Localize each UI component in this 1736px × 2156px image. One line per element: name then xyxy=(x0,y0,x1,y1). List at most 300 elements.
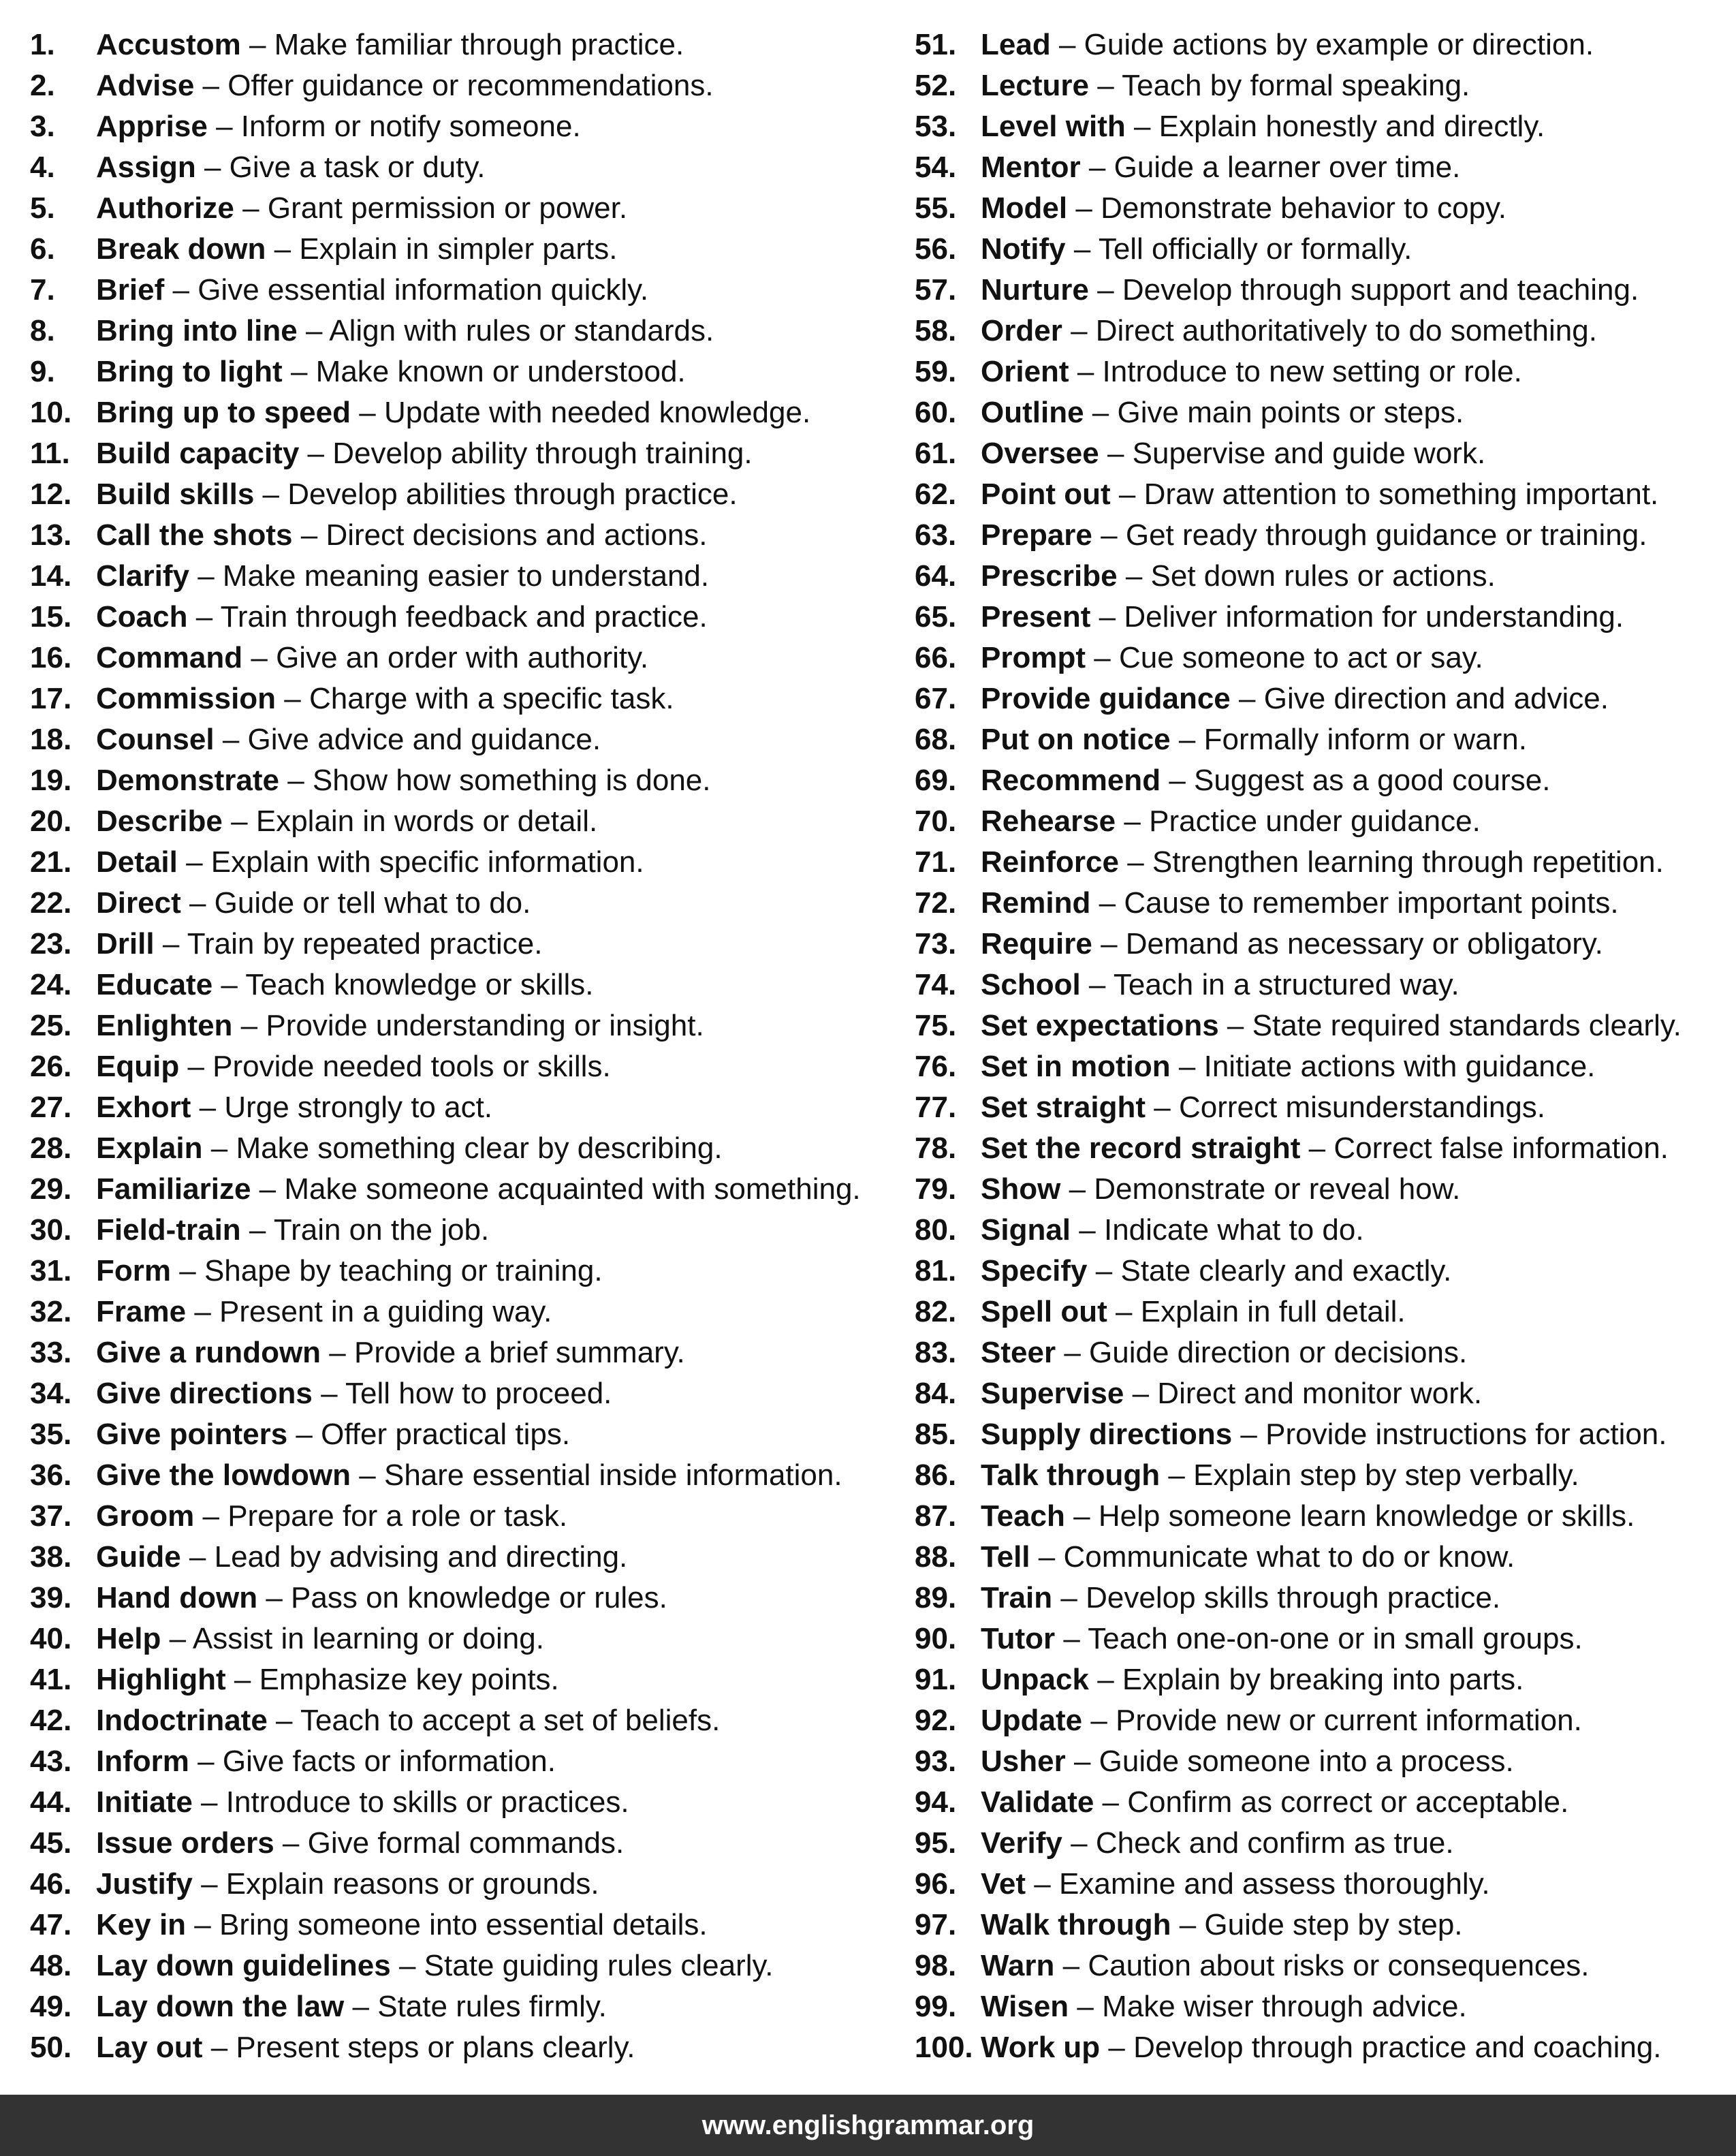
item-separator: – xyxy=(199,1091,217,1124)
item-separator: – xyxy=(321,1377,338,1410)
item-term: Enlighten xyxy=(96,1009,233,1042)
list-item xyxy=(30,924,861,965)
item-definition: Caution about risks or consequences. xyxy=(1088,1949,1590,1982)
list-item xyxy=(915,1741,1682,1782)
item-number: 38. xyxy=(30,1540,72,1574)
item-definition: Confirm as correct or acceptable. xyxy=(1127,1785,1569,1819)
item-term: Prescribe xyxy=(981,559,1118,593)
item-term: Vet xyxy=(981,1867,1026,1901)
item-separator: – xyxy=(1127,845,1144,879)
item-number: 31. xyxy=(30,1254,72,1287)
item-term: Reinforce xyxy=(981,845,1119,879)
item-separator: – xyxy=(266,1581,283,1614)
item-number: 28. xyxy=(30,1131,72,1165)
list-item xyxy=(30,270,861,311)
item-term: Orient xyxy=(981,355,1069,388)
list-item xyxy=(915,1251,1682,1292)
item-number: 65. xyxy=(915,600,957,634)
item-term: Familiarize xyxy=(96,1172,251,1206)
item-definition: Help someone learn knowledge or skills. xyxy=(1098,1499,1635,1533)
item-term: Help xyxy=(96,1622,161,1655)
list-item xyxy=(915,597,1682,638)
item-number: 72. xyxy=(915,886,957,920)
item-term: Tutor xyxy=(981,1622,1056,1655)
item-definition: Emphasize key points. xyxy=(259,1663,559,1696)
list-item xyxy=(30,474,861,515)
list-item xyxy=(30,1905,861,1946)
item-separator: – xyxy=(1169,764,1186,797)
item-definition: Charge with a specific task. xyxy=(309,682,674,715)
item-term: Level with xyxy=(981,110,1126,143)
item-term: Describe xyxy=(96,804,223,838)
item-definition: Give formal commands. xyxy=(307,1826,625,1860)
item-definition: Give advice and guidance. xyxy=(247,723,601,756)
item-definition: Make meaning easier to understand. xyxy=(222,559,710,593)
list-item xyxy=(30,1373,861,1414)
list-item xyxy=(30,1169,861,1210)
item-definition: Train through feedback and practice. xyxy=(220,600,708,634)
item-term: Unpack xyxy=(981,1663,1089,1696)
item-separator: – xyxy=(187,1050,204,1083)
item-number: 25. xyxy=(30,1009,72,1042)
item-separator: – xyxy=(1102,1785,1120,1819)
item-separator: – xyxy=(1075,191,1092,225)
item-definition: Guide direction or decisions. xyxy=(1089,1336,1468,1369)
list-item xyxy=(915,1005,1682,1046)
item-term: Wisen xyxy=(981,1990,1069,2023)
item-definition: Provide a brief summary. xyxy=(354,1336,685,1369)
item-separator: – xyxy=(222,723,240,756)
item-definition: Get ready through guidance or training. xyxy=(1125,518,1647,552)
item-separator: – xyxy=(1101,518,1118,552)
item-separator: – xyxy=(194,1908,211,1941)
item-separator: – xyxy=(352,1990,369,2023)
list-item xyxy=(30,229,861,270)
item-term: Bring to light xyxy=(96,355,283,388)
list-item xyxy=(915,392,1682,433)
item-separator: – xyxy=(1101,927,1118,960)
item-separator: – xyxy=(1097,69,1114,102)
item-term: Lay down guidelines xyxy=(96,1949,391,1982)
list-item xyxy=(915,883,1682,924)
item-separator: – xyxy=(169,1622,187,1655)
item-number: 36. xyxy=(30,1458,72,1492)
item-term: Issue orders xyxy=(96,1826,274,1860)
item-separator: – xyxy=(249,28,266,61)
item-number: 8. xyxy=(30,314,55,347)
item-definition: Make wiser through advice. xyxy=(1102,1990,1467,2023)
item-number: 60. xyxy=(915,396,957,429)
item-separator: – xyxy=(251,641,268,674)
item-separator: – xyxy=(276,1704,293,1737)
item-number: 26. xyxy=(30,1050,72,1083)
item-term: Detail xyxy=(96,845,178,879)
item-term: Supervise xyxy=(981,1377,1124,1410)
list-item xyxy=(30,597,861,638)
item-number: 11. xyxy=(30,437,70,470)
list-item xyxy=(30,883,861,924)
item-separator: – xyxy=(1178,1050,1196,1083)
list-item xyxy=(30,2027,861,2068)
item-separator: – xyxy=(1064,1336,1081,1369)
list-item xyxy=(915,515,1682,556)
item-separator: – xyxy=(1058,28,1076,61)
list-item xyxy=(30,1537,861,1578)
item-definition: Strengthen learning through repetition. xyxy=(1152,845,1664,879)
item-number: 84. xyxy=(915,1377,957,1410)
item-definition: Pass on knowledge or rules. xyxy=(291,1581,667,1614)
item-definition: Shape by teaching or training. xyxy=(204,1254,603,1287)
item-term: Specify xyxy=(981,1254,1088,1287)
list-item xyxy=(915,924,1682,965)
list-item xyxy=(30,106,861,147)
item-separator: – xyxy=(201,1785,218,1819)
item-separator: – xyxy=(249,1213,266,1247)
item-term: Provide guidance xyxy=(981,682,1231,715)
item-definition: Demonstrate behavior to copy. xyxy=(1101,191,1506,225)
item-number: 7. xyxy=(30,273,55,307)
item-separator: – xyxy=(1071,314,1088,347)
item-separator: – xyxy=(202,69,220,102)
item-term: Model xyxy=(981,191,1068,225)
item-separator: – xyxy=(282,1826,300,1860)
item-definition: Guide step by step. xyxy=(1204,1908,1463,1941)
item-number: 45. xyxy=(30,1826,72,1860)
item-definition: Make known or understood. xyxy=(315,355,686,388)
item-definition: Train on the job. xyxy=(273,1213,490,1247)
item-separator: – xyxy=(1108,2031,1125,2064)
item-number: 33. xyxy=(30,1336,72,1369)
item-separator: – xyxy=(300,518,318,552)
item-number: 71. xyxy=(915,845,957,879)
item-term: Exhort xyxy=(96,1091,191,1124)
item-number: 57. xyxy=(915,273,957,307)
item-term: Advise xyxy=(96,69,195,102)
list-item xyxy=(915,842,1682,883)
list-item xyxy=(30,1414,861,1455)
item-definition: Demonstrate or reveal how. xyxy=(1094,1172,1461,1206)
item-definition: Guide a learner over time. xyxy=(1114,151,1461,184)
item-separator: – xyxy=(1038,1540,1056,1574)
item-definition: Give facts or information. xyxy=(222,1745,556,1778)
item-number: 78. xyxy=(915,1131,957,1165)
item-number: 79. xyxy=(915,1172,957,1206)
item-definition: Develop abilities through practice. xyxy=(287,478,738,511)
list-item xyxy=(30,1210,861,1251)
item-term: Steer xyxy=(981,1336,1056,1369)
item-number: 24. xyxy=(30,968,72,1001)
item-number: 30. xyxy=(30,1213,72,1247)
item-separator: – xyxy=(306,314,323,347)
item-separator: – xyxy=(162,927,180,960)
item-separator: – xyxy=(1069,1172,1086,1206)
item-term: Oversee xyxy=(981,437,1099,470)
item-separator: – xyxy=(1097,273,1114,307)
item-number: 75. xyxy=(915,1009,957,1042)
list-item xyxy=(915,1292,1682,1332)
item-separator: – xyxy=(1179,1908,1197,1941)
item-term: Drill xyxy=(96,927,155,960)
item-definition: Teach one-on-one or in small groups. xyxy=(1088,1622,1583,1655)
item-term: Recommend xyxy=(981,764,1161,797)
item-definition: Align with rules or standards. xyxy=(329,314,714,347)
item-definition: Direct decisions and actions. xyxy=(326,518,708,552)
item-term: Nurture xyxy=(981,273,1089,307)
list-item xyxy=(30,65,861,106)
list-item xyxy=(915,1169,1682,1210)
item-term: Work up xyxy=(981,2031,1101,2064)
list-item xyxy=(915,2027,1682,2068)
list-item xyxy=(30,1332,861,1373)
item-definition: Teach knowledge or skills. xyxy=(245,968,594,1001)
item-separator: – xyxy=(1079,1213,1096,1247)
footer-url[interactable]: www.englishgrammar.org xyxy=(701,2110,1035,2140)
list-item xyxy=(30,1251,861,1292)
item-term: Form xyxy=(96,1254,171,1287)
item-number: 55. xyxy=(915,191,957,225)
item-term: Hand down xyxy=(96,1581,258,1614)
item-term: Put on notice xyxy=(981,723,1171,756)
item-number: 1. xyxy=(30,28,55,61)
item-definition: Give a task or duty. xyxy=(229,151,486,184)
item-term: Set straight xyxy=(981,1091,1146,1124)
item-definition: Give direction and advice. xyxy=(1263,682,1609,715)
item-number: 40. xyxy=(30,1622,72,1655)
item-term: Signal xyxy=(981,1213,1071,1247)
item-term: Highlight xyxy=(96,1663,226,1696)
item-separator: – xyxy=(1088,151,1106,184)
item-separator: – xyxy=(1063,1622,1080,1655)
item-separator: – xyxy=(262,478,280,511)
item-number: 59. xyxy=(915,355,957,388)
item-separator: – xyxy=(194,1295,211,1328)
item-number: 9. xyxy=(30,355,55,388)
item-term: Verify xyxy=(981,1826,1062,1860)
item-definition: Examine and assess thoroughly. xyxy=(1059,1867,1490,1901)
item-number: 93. xyxy=(915,1745,957,1778)
item-definition: Teach in a structured way. xyxy=(1113,968,1459,1001)
list-item xyxy=(30,1864,861,1905)
item-definition: Draw attention to something important. xyxy=(1143,478,1659,511)
item-number: 14. xyxy=(30,559,72,593)
item-definition: Share essential inside information. xyxy=(383,1458,842,1492)
item-separator: – xyxy=(1308,1131,1326,1165)
item-term: Break down xyxy=(96,232,266,266)
item-term: Command xyxy=(96,641,243,674)
item-term: Notify xyxy=(981,232,1066,266)
item-definition: Explain in simpler parts. xyxy=(299,232,618,266)
item-number: 82. xyxy=(915,1295,957,1328)
item-separator: – xyxy=(290,355,308,388)
item-separator: – xyxy=(1071,1826,1088,1860)
list-item xyxy=(915,106,1682,147)
list-item xyxy=(915,1210,1682,1251)
item-separator: – xyxy=(274,232,291,266)
list-item xyxy=(30,1946,861,1986)
item-separator: – xyxy=(1239,682,1256,715)
item-definition: Provide new or current information. xyxy=(1116,1704,1582,1737)
item-term: Show xyxy=(981,1172,1061,1206)
item-definition: Give main points or steps. xyxy=(1117,396,1464,429)
item-separator: – xyxy=(1092,396,1109,429)
item-number: 16. xyxy=(30,641,72,674)
item-separator: – xyxy=(1073,1499,1090,1533)
list-item xyxy=(915,65,1682,106)
item-definition: Urge strongly to act. xyxy=(224,1091,493,1124)
item-term: Outline xyxy=(981,396,1084,429)
list-item xyxy=(915,270,1682,311)
item-definition: Introduce to new setting or role. xyxy=(1102,355,1522,388)
item-definition: Offer practical tips. xyxy=(321,1418,571,1451)
item-number: 10. xyxy=(30,396,72,429)
item-term: Validate xyxy=(981,1785,1094,1819)
list-item xyxy=(915,556,1682,597)
item-separator: – xyxy=(1116,1295,1133,1328)
item-separator: – xyxy=(1095,1254,1113,1287)
item-separator: – xyxy=(1154,1091,1171,1124)
list-item xyxy=(30,1823,861,1864)
item-number: 22. xyxy=(30,886,72,920)
list-item xyxy=(915,1659,1682,1700)
item-number: 81. xyxy=(915,1254,957,1287)
item-separator: – xyxy=(1168,1458,1185,1492)
item-definition: Inform or notify someone. xyxy=(240,110,581,143)
item-term: Lead xyxy=(981,28,1051,61)
item-number: 23. xyxy=(30,927,72,960)
item-term: Direct xyxy=(96,886,181,920)
item-number: 86. xyxy=(915,1458,957,1492)
list-item xyxy=(30,188,861,229)
item-separator: – xyxy=(210,1131,228,1165)
item-number: 27. xyxy=(30,1091,72,1124)
item-definition: Provide needed tools or skills. xyxy=(212,1050,611,1083)
item-term: Indoctrinate xyxy=(96,1704,268,1737)
item-separator: – xyxy=(1060,1581,1077,1614)
item-term: Set in motion xyxy=(981,1050,1171,1083)
item-definition: Present steps or plans clearly. xyxy=(236,2031,635,2064)
list-item xyxy=(30,1578,861,1619)
list-item xyxy=(915,1373,1682,1414)
item-term: Counsel xyxy=(96,723,215,756)
item-term: Prepare xyxy=(981,518,1092,552)
list-item xyxy=(30,556,861,597)
item-number: 49. xyxy=(30,1990,72,2023)
item-separator: – xyxy=(1088,968,1106,1001)
list-item xyxy=(30,965,861,1005)
item-definition: Explain honestly and directly. xyxy=(1158,110,1545,143)
item-term: Supply directions xyxy=(981,1418,1233,1451)
item-definition: Guide or tell what to do. xyxy=(214,886,531,920)
item-separator: – xyxy=(1097,1663,1114,1696)
item-definition: Correct misunderstandings. xyxy=(1179,1091,1546,1124)
item-definition: Assist in learning or doing. xyxy=(192,1622,544,1655)
item-definition: Develop through practice and coaching. xyxy=(1133,2031,1662,2064)
item-separator: – xyxy=(1073,232,1091,266)
item-number: 61. xyxy=(915,437,957,470)
item-separator: – xyxy=(1077,355,1094,388)
item-number: 85. xyxy=(915,1418,957,1451)
list-item xyxy=(915,678,1682,719)
item-term: Educate xyxy=(96,968,213,1001)
item-term: Teach xyxy=(981,1499,1065,1533)
item-term: Build capacity xyxy=(96,437,300,470)
item-number: 100. xyxy=(915,2031,973,2064)
item-term: Give a rundown xyxy=(96,1336,321,1369)
list-item xyxy=(30,678,861,719)
item-separator: – xyxy=(198,559,215,593)
list-item xyxy=(915,188,1682,229)
item-number: 37. xyxy=(30,1499,72,1533)
item-number: 74. xyxy=(915,968,957,1001)
item-definition: Tell how to proceed. xyxy=(345,1377,612,1410)
item-term: Set expectations xyxy=(981,1009,1219,1042)
item-definition: Lead by advising and directing. xyxy=(214,1540,628,1574)
item-number: 46. xyxy=(30,1867,72,1901)
list-item xyxy=(30,1741,861,1782)
list-item xyxy=(30,147,861,188)
item-term: Apprise xyxy=(96,110,208,143)
item-separator: – xyxy=(202,1499,219,1533)
item-number: 52. xyxy=(915,69,957,102)
item-term: Frame xyxy=(96,1295,187,1328)
item-definition: Explain reasons or grounds. xyxy=(225,1867,599,1901)
item-separator: – xyxy=(296,1418,313,1451)
item-definition: Make familiar through practice. xyxy=(274,28,684,61)
item-term: Lay out xyxy=(96,2031,203,2064)
item-number: 34. xyxy=(30,1377,72,1410)
item-term: Point out xyxy=(981,478,1111,511)
item-term: Set the record straight xyxy=(981,1131,1301,1165)
list-item xyxy=(30,1782,861,1823)
item-definition: Grant permission or power. xyxy=(267,191,628,225)
item-definition: Demand as necessary or obligatory. xyxy=(1125,927,1603,960)
item-definition: Indicate what to do. xyxy=(1103,1213,1364,1247)
word-list-right-column xyxy=(915,25,1682,2068)
item-definition: Make something clear by describing. xyxy=(236,1131,723,1165)
item-term: Lay down the law xyxy=(96,1990,345,2023)
item-definition: Give an order with authority. xyxy=(276,641,649,674)
list-item xyxy=(915,1496,1682,1537)
item-number: 6. xyxy=(30,232,55,266)
list-item xyxy=(915,1823,1682,1864)
item-number: 29. xyxy=(30,1172,72,1206)
item-number: 42. xyxy=(30,1704,72,1737)
item-number: 95. xyxy=(915,1826,957,1860)
item-definition: Teach to accept a set of beliefs. xyxy=(300,1704,721,1737)
item-definition: Provide instructions for action. xyxy=(1265,1418,1667,1451)
item-term: Initiate xyxy=(96,1785,193,1819)
item-number: 35. xyxy=(30,1418,72,1451)
footer-bar xyxy=(0,2095,1736,2156)
list-item xyxy=(915,25,1682,65)
list-item xyxy=(915,1619,1682,1659)
item-separator: – xyxy=(179,1254,196,1287)
item-separator: – xyxy=(1073,1745,1091,1778)
item-separator: – xyxy=(216,110,233,143)
list-item xyxy=(30,1619,861,1659)
item-definition: State required standards clearly. xyxy=(1252,1009,1682,1042)
item-number: 12. xyxy=(30,478,72,511)
item-definition: Direct authoritatively to do something. xyxy=(1095,314,1597,347)
item-number: 63. xyxy=(915,518,957,552)
list-item xyxy=(915,1782,1682,1823)
item-separator: – xyxy=(1094,641,1111,674)
item-term: Justify xyxy=(96,1867,193,1901)
item-number: 53. xyxy=(915,110,957,143)
item-separator: – xyxy=(1107,437,1124,470)
item-term: Coach xyxy=(96,600,188,634)
item-number: 19. xyxy=(30,764,72,797)
